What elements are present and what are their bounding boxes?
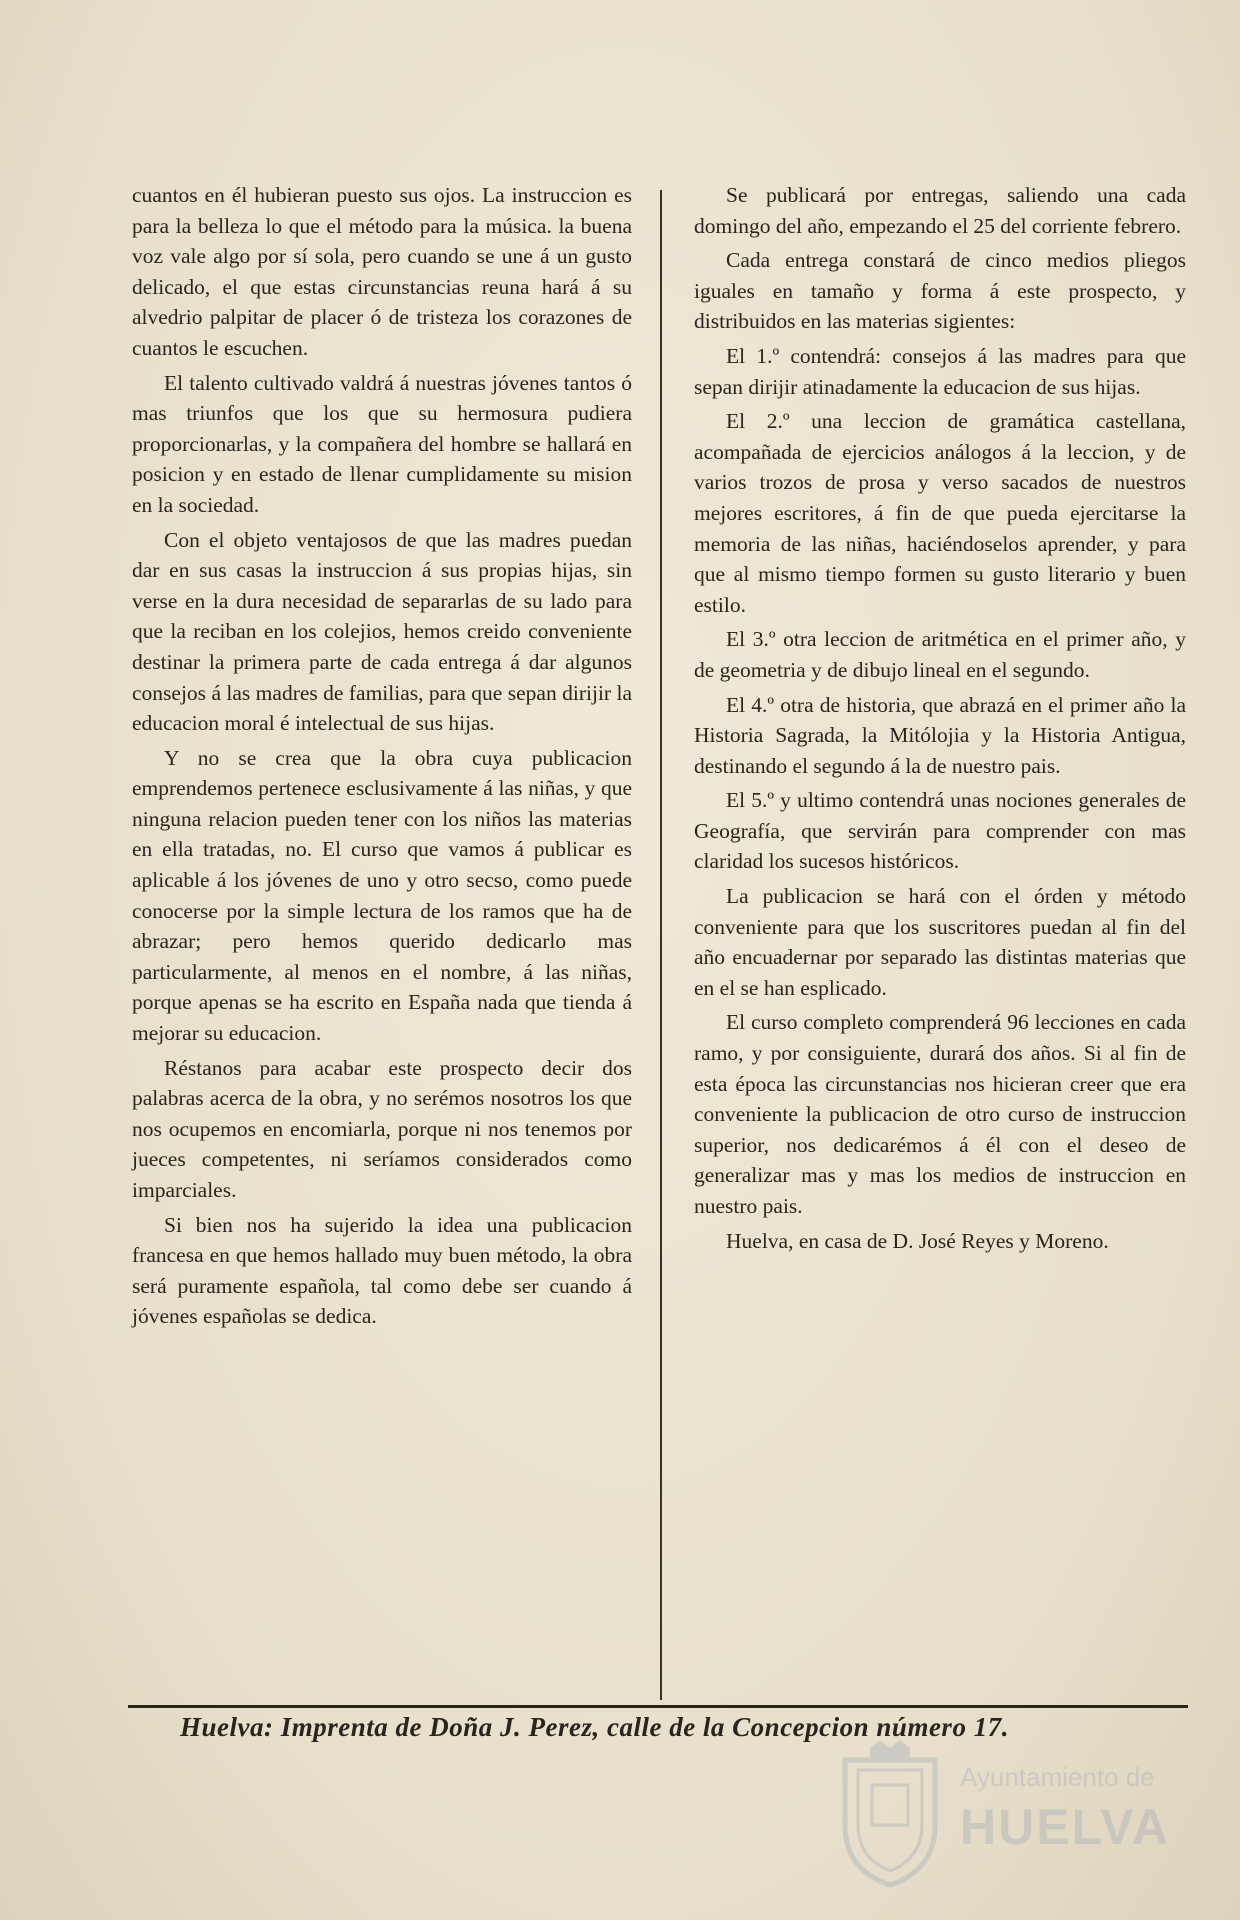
coat-of-arms-icon: [830, 1740, 950, 1890]
paragraph: El 1.º contendrá: consejos á las madres para que sepan dirijir atinadamente la educacion de sus hijas.: [694, 343, 1186, 399]
paragraph: Cada entrega constará de cinco medios pliegos iguales en tamaño y forma á este prospecto, y distribuidos en las materias sigientes:: [694, 248, 1186, 334]
paragraph: El 5.º y ultimo contendrá unas nociones generales de Geografía, que servirán para comprender con mas claridad los sucesos históricos.: [694, 788, 1186, 874]
watermark-line1: Ayuntamiento de: [960, 1762, 1155, 1792]
paragraph: El talento cultivado valdrá á nuestras jóvenes tantos ó mas triunfos que los que su hermosura pudiera proporcionarlas, y la compañera del hombre se hallará en posicion y en estado de llenar cumplidamente su mision en la sociedad.: [132, 370, 632, 517]
paragraph: Con el objeto ventajosos de que las madres puedan dar en sus casas la instruccion á sus propias hijas, sin verse en la dura necesidad de separarlas de su lado para que la reciban en los colejios, hemos creido conveniente destinar la primera parte de cada entrega á dar algunos consejos á las madres de familias, para que sepan dirijir la educacion moral é intelectual de sus hijas.: [132, 527, 632, 736]
paragraph: El curso completo comprenderá 96 lecciones en cada ramo, y por consiguiente, durará dos años. Si al fin de esta época las circunstancias nos hicieran creer que era conveniente la publicacion de otro curso de instruccion superior, nos dedicarémos á él con el deseo de generalizar mas y mas los medios de instruccion en nuestro pais.: [694, 1010, 1186, 1218]
paragraph: El 3.º otra leccion de aritmética en el primer año, y de geometria y de dibujo lineal en el segundo.: [694, 627, 1186, 682]
right-column: [694, 180, 1186, 1260]
column-divider: [660, 190, 662, 1700]
paragraph: Si bien nos ha sujerido la idea una publicacion francesa en que hemos hallado muy buen método, la obra será puramente española, tal como debe ser cuando á jóvenes españolas se dedica.: [132, 1212, 632, 1329]
paragraph: La publicacion se hará con el órden y método conveniente para que los suscritores puedan al fin del año encuadernar por separado las distintas materias que en el se han esplicado.: [694, 884, 1186, 1000]
paragraph: Huelva, en casa de D. José Reyes y Moreno.: [726, 1228, 1109, 1253]
paragraph: Réstanos para acabar este prospecto decir dos palabras acerca de la obra, y no serémos nosotros los que nos ocupemos en encomiarla, porque ni nos tenemos por jueces competentes, ni seríamos considerados como imparciales.: [132, 1055, 632, 1202]
left-column: [132, 180, 632, 1336]
imprint-line: Huelva: Imprenta de Doña J. Perez, calle de la Concepcion número 17.: [180, 1712, 1009, 1742]
paragraph: Y no se crea que la obra cuya publicacion emprendemos pertenece esclusivamente á las niñas, y que ninguna relacion pueden tener con los niños las materias en ella tratadas, no. El curso que vamos á publicar es aplicable á los jóvenes de uno y otro secso, como puede conocerse por la simple lectura de los ramos que ha de abrazar; pero hemos querido dedicarlo mas particularmente, al menos en el nombre, á las niñas, porque apenas se ha escrito en España nada que tienda á mejorar su educacion.: [132, 745, 632, 1046]
paragraph: cuantos en él hubieran puesto sus ojos. La instruccion es para la belleza lo que el método para la música. la buena voz vale algo por sí sola, pero cuando se une á un gusto delicado, el que estas circunstancias reuna hará á su alvedrio palpitar de placer ó de tristeza los corazones de cuantos le escuchen.: [132, 183, 632, 360]
paragraph: El 2.º una leccion de gramática castellana, acompañada de ejercicios análogos á la leccion, y de varios trozos de prosa y verso sacados de nuestros mejores escritores, á fin de que pueda ejercitarse la memoria de las niñas, haciéndoselos aprender, y para que al mismo tiempo formen su gusto literario y buen estilo.: [694, 409, 1186, 617]
watermark: [830, 1740, 1220, 1890]
paragraph: El 4.º otra de historia, que abrazá en el primer año la Historia Sagrada, la Mitólojia y la Historia Antigua, destinando el segundo á la de nuestro pais.: [694, 692, 1186, 778]
watermark-line2: HUELVA: [960, 1799, 1171, 1855]
paragraph: Se publicará por entregas, saliendo una cada domingo del año, empezando el 25 del corriente febrero.: [694, 183, 1186, 238]
footer-rule: [128, 1705, 1188, 1708]
